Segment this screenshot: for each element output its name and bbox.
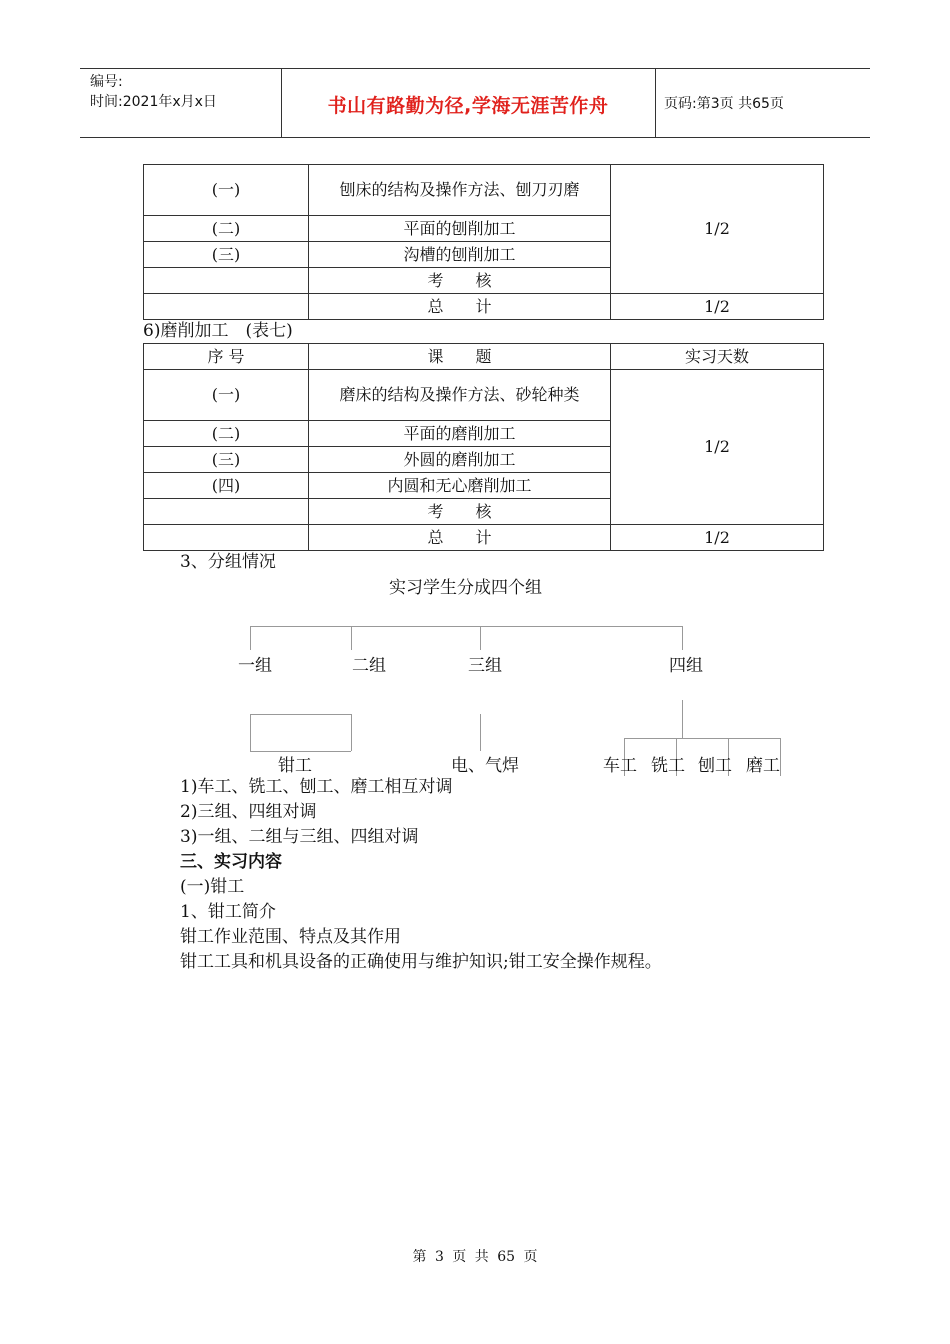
sub-title: (一)钳工	[180, 877, 245, 897]
header-number: 编号:	[90, 74, 123, 90]
assignment-turning: 车工	[603, 756, 637, 776]
table-row	[144, 294, 824, 320]
seq-cell: (四)	[144, 473, 309, 499]
org-connector	[682, 626, 683, 650]
body-line: 钳工工具和机具设备的正确使用与维护知识;钳工安全操作规程。	[180, 952, 662, 972]
topic-cell: 考 核	[309, 499, 611, 525]
grinding-table	[143, 343, 824, 551]
topic-cell: 平面的磨削加工	[309, 421, 611, 447]
seq-cell	[144, 499, 309, 525]
rotation-2: 2)三组、四组对调	[180, 802, 317, 822]
topic-cell: 内圆和无心磨削加工	[309, 473, 611, 499]
org-connector	[250, 626, 251, 650]
assignment-welding: 电、气焊	[451, 756, 519, 776]
org-chart-title: 实习学生分成四个组	[389, 578, 542, 598]
assignment-planing: 刨工	[698, 756, 732, 776]
header-topic: 课 题	[309, 344, 611, 370]
planing-table	[143, 164, 824, 320]
seq-cell	[144, 268, 309, 294]
seq-cell: (一)	[144, 165, 309, 216]
topic-cell: 外圆的磨削加工	[309, 447, 611, 473]
org-connector	[682, 700, 683, 738]
topic-cell: 平面的刨削加工	[309, 216, 611, 242]
seq-cell: (一)	[144, 370, 309, 421]
org-connector	[351, 714, 352, 751]
org-connector	[780, 738, 781, 776]
grinding-title: 6)磨削加工 (表七)	[143, 321, 293, 341]
org-connector	[250, 714, 351, 715]
total-days: 1/2	[611, 525, 824, 551]
rotation-1: 1)车工、铣工、刨工、磨工相互对调	[180, 777, 453, 797]
seq-cell: (二)	[144, 216, 309, 242]
seq-cell: (三)	[144, 447, 309, 473]
seq-cell	[144, 294, 309, 320]
org-connector	[351, 626, 352, 650]
org-connector	[250, 714, 251, 751]
table-header-row	[144, 344, 824, 370]
header-meta	[90, 72, 217, 112]
topic-cell: 沟槽的刨削加工	[309, 242, 611, 268]
topic-cell: 磨床的结构及操作方法、砂轮种类	[309, 370, 611, 421]
header-page-number: 页码:第3页 共65页	[664, 96, 784, 112]
header-seq: 序 号	[144, 344, 309, 370]
item-title: 1、钳工简介	[180, 902, 276, 922]
total-days: 1/2	[611, 294, 824, 320]
topic-cell: 考 核	[309, 268, 611, 294]
days-cell: 1/2	[611, 370, 824, 525]
table-row	[144, 370, 824, 421]
org-connector	[250, 626, 682, 627]
grouping-title: 3、分组情况	[180, 552, 276, 572]
org-connector	[624, 738, 780, 739]
group-2: 二组	[352, 656, 386, 676]
topic-cell: 刨床的结构及操作方法、刨刀刃磨	[309, 165, 611, 216]
assignment-grinding: 磨工	[746, 756, 780, 776]
group-1: 一组	[238, 656, 272, 676]
header-time: 时间:2021年x月x日	[90, 94, 217, 110]
assignment-fitter: 钳工	[278, 756, 312, 776]
group-4: 四组	[669, 656, 703, 676]
header-divider	[655, 69, 656, 137]
seq-cell: (二)	[144, 421, 309, 447]
total-label: 总 计	[309, 525, 611, 551]
section-title: 三、实习内容	[180, 852, 282, 872]
header-motto: 书山有路勤为径,学海无涯苦作舟	[327, 95, 609, 117]
header-days: 实习天数	[611, 344, 824, 370]
org-connector	[480, 714, 481, 751]
seq-cell: (三)	[144, 242, 309, 268]
body-line: 钳工作业范围、特点及其作用	[180, 927, 401, 947]
table-row	[144, 165, 824, 216]
seq-cell	[144, 525, 309, 551]
table-row	[144, 525, 824, 551]
assignment-milling: 铣工	[651, 756, 685, 776]
rotation-3: 3)一组、二组与三组、四组对调	[180, 827, 419, 847]
page-footer: 第 3 页 共 65 页	[412, 1249, 538, 1265]
total-label: 总 计	[309, 294, 611, 320]
page-header	[80, 68, 870, 138]
days-cell: 1/2	[611, 165, 824, 294]
org-connector	[480, 626, 481, 650]
group-3: 三组	[468, 656, 502, 676]
